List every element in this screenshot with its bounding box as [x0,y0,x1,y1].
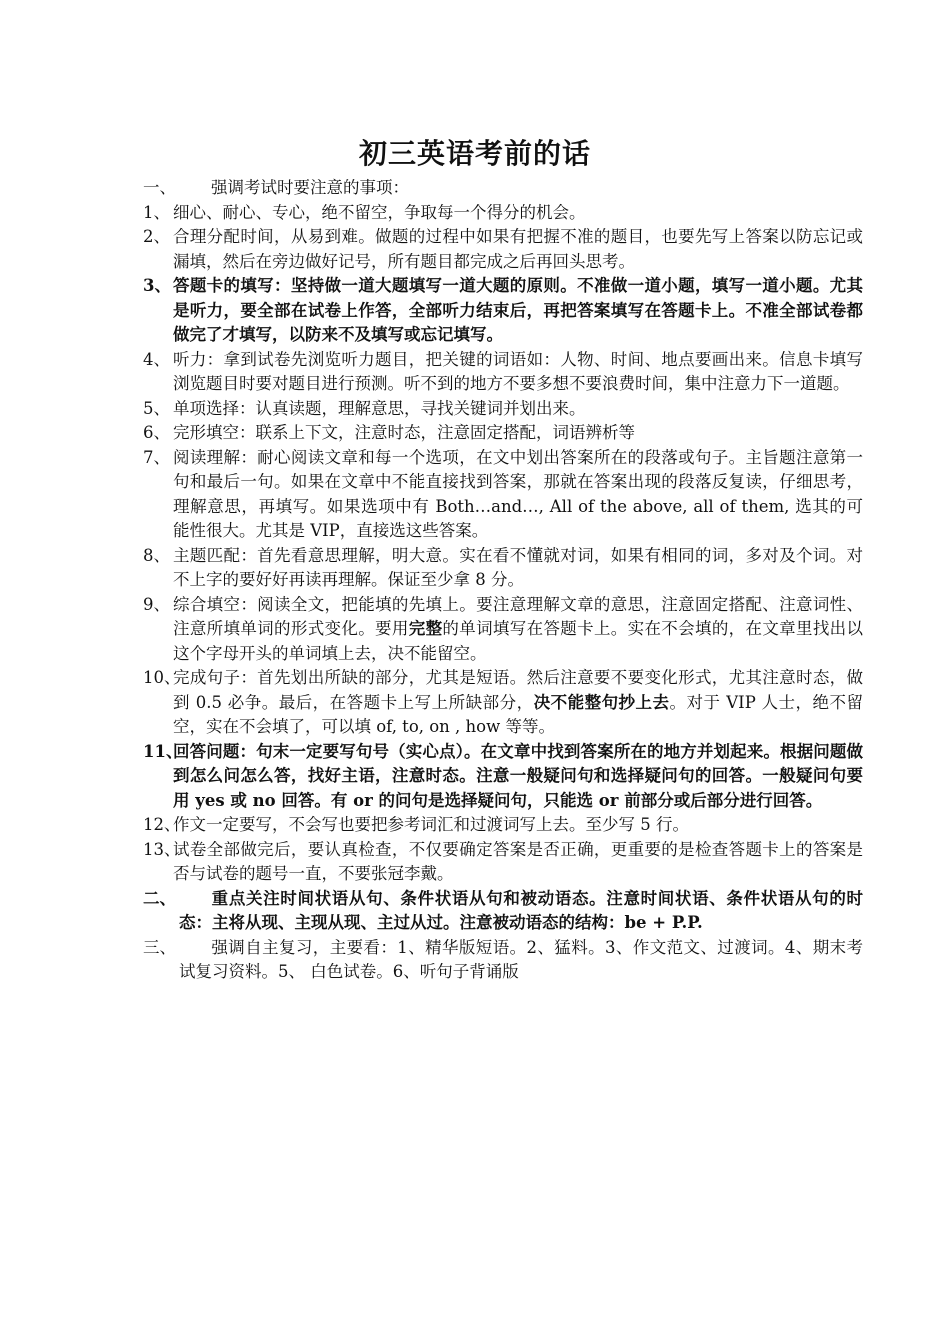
item-number: 4、 [143,349,170,369]
list-item-12 [143,813,863,838]
list-item-1 [143,201,863,226]
list-item-4 [143,348,863,397]
item-text: 试卷全部做完后，要认真检查，不仅要确定答案是否正确，更重要的是检查答题卡上的答案是否与试卷的题号一直，不要张冠李戴。 [173,839,863,883]
section-number: 三、 [143,937,176,957]
item-number: 8、 [143,545,170,565]
list-item-10 [143,666,863,740]
item-text: 听力：拿到试卷先浏览听力题目，把关键的词语如：人物、时间、地点要画出来。信息卡填写浏览题目时要对题目进行预测。听不到的地方不要多想不要浪费时间，集中注意力下一道题。 [173,349,863,393]
item-text: 细心、耐心、专心，绝不留空，争取每一个得分的机会。 [173,202,586,222]
item-text: 单项选择：认真读题，理解意思，寻找关键词并划出来。 [173,398,586,418]
section-number: 一、 [143,178,176,197]
list-item-2 [143,225,863,274]
item-text: 完成句子：首先划出所缺的部分，尤其是短语。然后注意要不要变化形式，尤其注意时态，做到 0.5 必争。最后，在答题卡上写上所缺部分， [173,668,863,712]
list-item-9 [143,593,863,667]
item-number: 2、 [143,227,170,246]
section-number: 二、 [143,888,176,908]
list-item-6 [143,421,863,446]
item-number: 1、 [143,202,170,222]
item-number: 3、 [143,276,171,295]
list-item-7 [143,446,863,544]
item-text: 阅读理解：耐心阅读文章和每一个选项，在文中划出答案所在的段落或句子。主旨题注意第一句和最后一句。如果在文章中不能直接找到答案，那就在答案出现的段落反复读，仔细思考，理解意思，再填写。如果选项中有 Both…and…, All of the above, all of them, 选其的可能性很大。尤其是 VIP，直接选这些答案。 [173,447,863,540]
section-text: 强调考试时要注意的事项： [211,178,409,197]
section-text: 强调自主复习，主要看：1、精华版短语。2、猛料。3、作文范文、过渡词。4、期末考试复习资料。5、 白色试卷。6、听句子背诵版 [179,937,863,981]
item-number: 9、 [143,594,170,614]
item-text-continued: 的单词填写在答题卡上。实在不会填的，在文章里找出以这个字母开头的单词填上去，决不能留空。 [173,619,864,663]
section-2 [143,887,863,936]
list-item-5 [143,397,863,422]
item-text: 答题卡的填写：坚持做一道大题填写一道大题的原则。不准做一道小题，填写一道小题。尤其是听力，要全部在试卷上作答，全部听力结束后，再把答案填写在答题卡上。不准全部试卷都做完了才填写，以防来不及填写或忘记填写。 [173,276,863,344]
emphasis-text: 决不能整句抄上去 [533,692,670,712]
item-text: 合理分配时间，从易到难。做题的过程中如果有把握不准的题目，也要先写上答案以防忘记或漏填，然后在旁边做好记号，所有题目都完成之后再回头思考。 [173,227,863,271]
item-number: 13、 [143,839,181,859]
item-text-continued: 。对于 VIP 人士，绝不留空，实在不会填了，可以填 of, to, on , how 等等。 [173,692,864,736]
item-number: 12、 [143,815,181,834]
item-number: 5、 [143,398,170,418]
emphasis-text: 完整 [408,619,443,638]
item-text: 综合填空：阅读全文，把能填的先填上。要注意理解文章的意思，注意固定搭配、注意词性、注意所填单词的形式变化。要用 [173,594,863,638]
item-number: 7、 [143,447,170,467]
list-item-11 [143,740,863,814]
item-number: 11、 [143,741,183,761]
list-item-8 [143,544,863,593]
section-3 [143,936,863,985]
item-number: 10、 [143,668,181,687]
page-title: 初三英语考前的话 [358,137,591,170]
item-text: 主题匹配：首先看意思理解，明大意。实在看不懂就对词，如果有相同的词，多对及个词。对不上字的要好好再读再理解。保证至少拿 8 分。 [173,545,863,589]
list-item-3 [143,274,863,348]
list-item-13 [143,838,863,887]
item-text: 回答问题：句末一定要写句号（实心点）。在文章中找到答案所在的地方并划起来。根据问题做到怎么问怎么答，找好主语，注意时态。注意一般疑问句和选择疑问句的回答。一般疑问句要用 yes 或 no 回答。有 or 的问句是选择疑问句，只能选 or 前部分或后部分进行回答。 [173,741,863,810]
document-body [143,176,863,985]
item-number: 6、 [143,423,170,442]
section-text: 重点关注时间状语从句、条件状语从句和被动语态。注意时间状语、条件状语从句的时态：主将从现、主现从现、主过从过。注意被动语态的结构：be + P.P. [179,888,863,932]
section-1-heading [143,176,863,201]
item-text: 完形填空：联系上下文，注意时态，注意固定搭配，词语辨析等 [173,423,635,442]
item-text: 作文一定要写，不会写也要把参考词汇和过渡词写上去。至少写 5 行。 [173,815,689,834]
